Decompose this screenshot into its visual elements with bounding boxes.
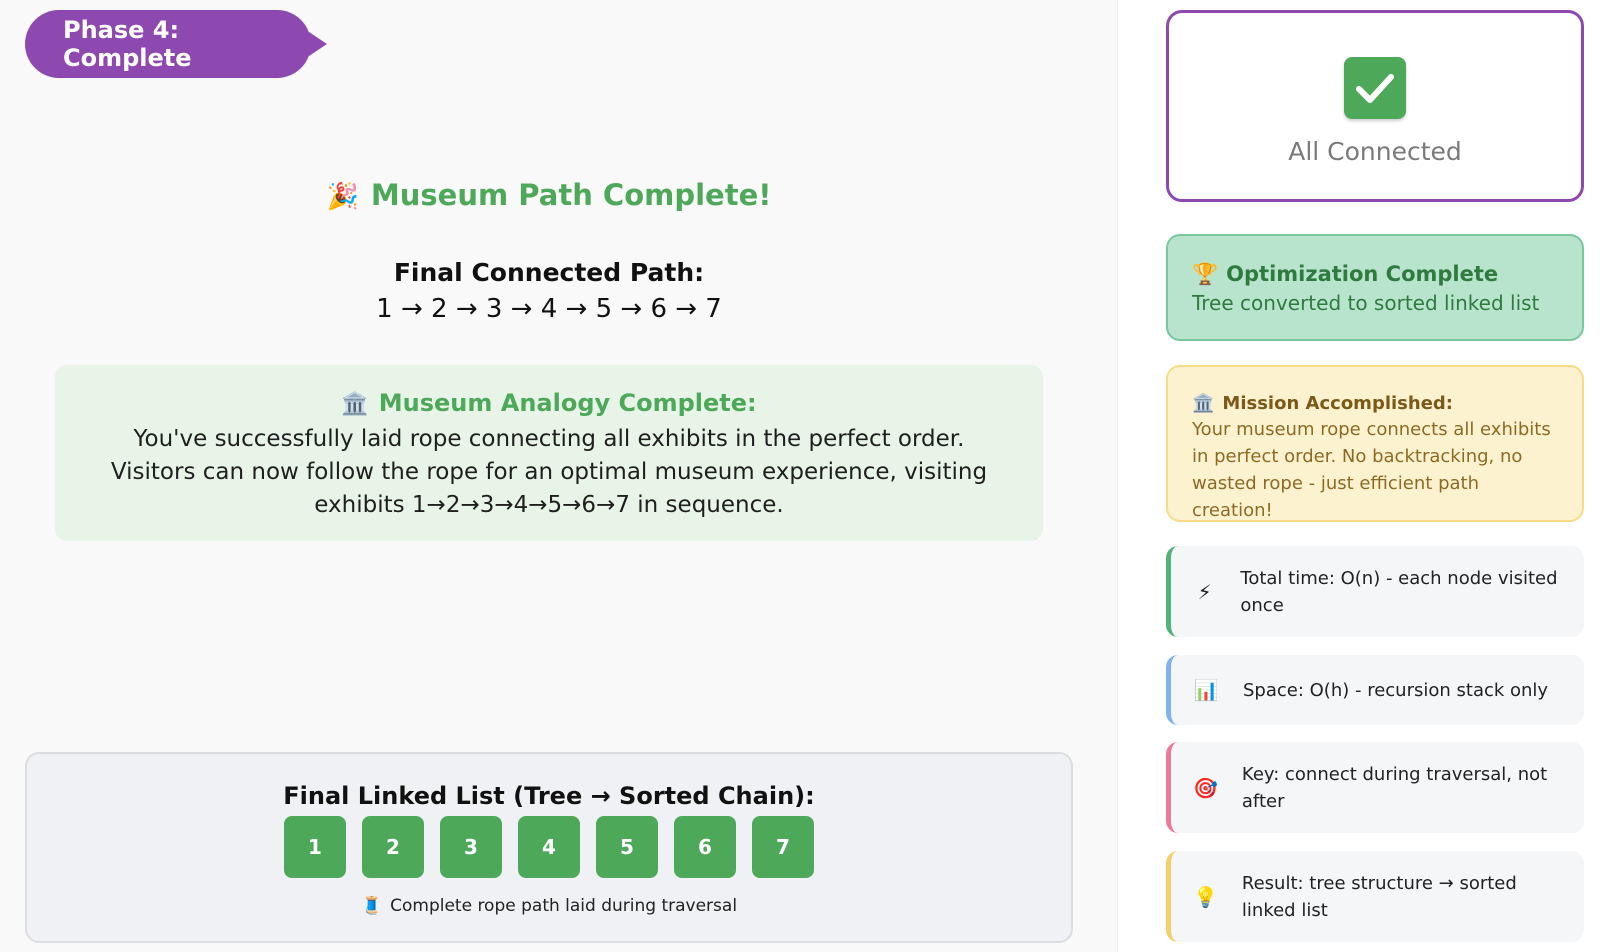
- mission-card: [1166, 365, 1584, 522]
- mission-title-text: Mission Accomplished:: [1222, 393, 1453, 414]
- info-card-result: [1166, 851, 1584, 942]
- list-node: 4: [518, 816, 580, 878]
- trophy-icon: 🏆: [1192, 262, 1219, 286]
- bar-chart-icon: 📊: [1193, 678, 1219, 702]
- museum-icon: 🏛️: [341, 392, 369, 417]
- mission-title: [1192, 393, 1564, 414]
- node-list: [27, 816, 1071, 878]
- analogy-title-text: Museum Analogy Complete:: [378, 389, 757, 417]
- info-card-time: [1166, 546, 1584, 637]
- analogy-text: You've successfully laid rope connecting all exhibits in the perfect order. Visitors can now follow the rope for an optimal museum experience, visiting exhibits 1→2→3→4→5→6→7 in sequence.: [110, 426, 988, 518]
- info-text: Space: O(h) - recursion stack only: [1243, 679, 1549, 701]
- optimization-text: Tree converted to sorted linked list: [1192, 291, 1540, 315]
- optimization-title-text: Optimization Complete: [1226, 262, 1499, 286]
- party-popper-icon: 🎉: [326, 182, 359, 212]
- final-list-box: [25, 752, 1073, 943]
- analogy-box: [55, 365, 1043, 541]
- optimization-card: [1166, 234, 1584, 341]
- completion-title-text: Museum Path Complete!: [370, 178, 772, 212]
- list-node: 5: [596, 816, 658, 878]
- status-card: [1166, 10, 1584, 202]
- info-card-key: [1166, 742, 1584, 833]
- optimization-title: [1192, 262, 1582, 287]
- analogy-title: [89, 389, 1009, 417]
- mission-text: Your museum rope connects all exhibits in perfect order. No backtracking, no wasted rope - just efficient path creation!: [1192, 419, 1551, 521]
- lightbulb-icon: 💡: [1193, 884, 1218, 909]
- phase-badge: Phase 4: Complete: [25, 10, 311, 78]
- info-card-space: [1166, 655, 1584, 725]
- path-sequence: 1 → 2 → 3 → 4 → 5 → 6 → 7: [376, 294, 722, 324]
- final-list-caption: [27, 896, 1071, 916]
- list-node: 6: [674, 816, 736, 878]
- target-icon: 🎯: [1193, 775, 1218, 800]
- list-node: 7: [752, 816, 814, 878]
- lightning-icon: ⚡: [1197, 579, 1212, 604]
- check-icon: [1344, 57, 1406, 119]
- list-node: 3: [440, 816, 502, 878]
- final-list-title: Final Linked List (Tree → Sorted Chain):: [283, 782, 815, 810]
- list-node: 2: [362, 816, 424, 878]
- path-heading: Final Connected Path:: [393, 258, 705, 287]
- final-list-caption-text: Complete rope path laid during traversal: [390, 896, 738, 916]
- thread-icon: 🧵: [360, 896, 383, 916]
- info-text: Result: tree structure → sorted linked list: [1241, 872, 1517, 921]
- completion-title: [0, 178, 1098, 212]
- status-label: All Connected: [1288, 137, 1462, 166]
- info-text: Total time: O(n) - each node visited once: [1240, 567, 1558, 616]
- museum-icon: 🏛️: [1192, 393, 1215, 414]
- list-node: 1: [284, 816, 346, 878]
- info-text: Key: connect during traversal, not after: [1241, 763, 1548, 812]
